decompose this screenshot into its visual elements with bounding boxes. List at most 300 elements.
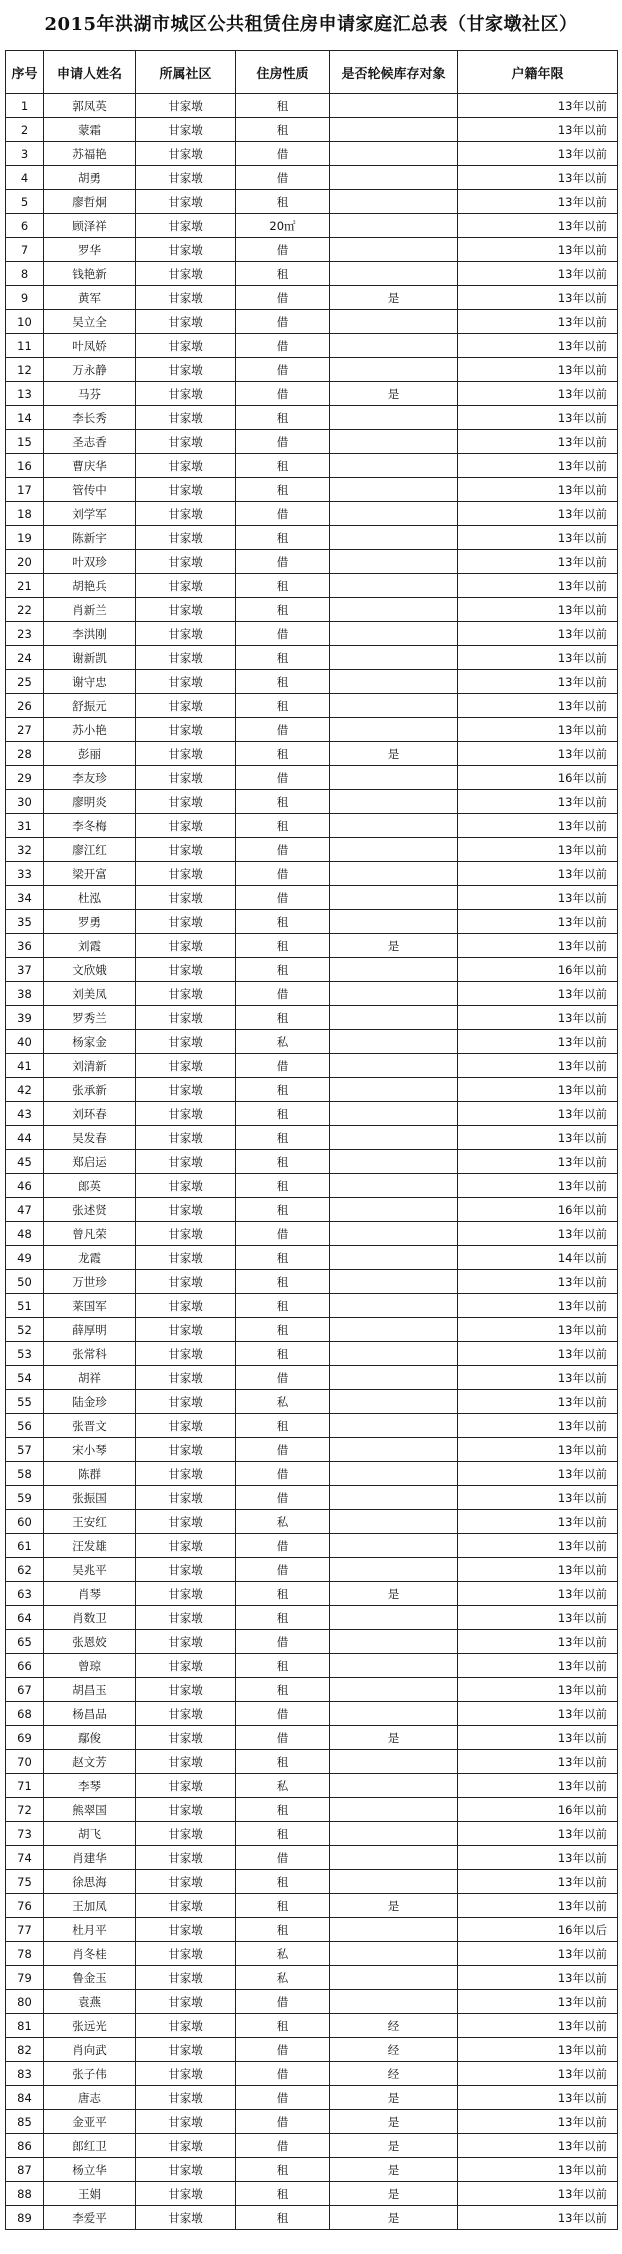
cell-community: 甘家墩 bbox=[136, 454, 236, 478]
cell-serial: 49 bbox=[6, 1246, 44, 1270]
table-row bbox=[6, 1798, 618, 1822]
table-row bbox=[6, 406, 618, 430]
cell-housing-type: 租 bbox=[236, 526, 330, 550]
table-row bbox=[6, 1942, 618, 1966]
table-row bbox=[6, 2158, 618, 2182]
table-row bbox=[6, 1870, 618, 1894]
cell-waitlist-status bbox=[330, 526, 458, 550]
cell-serial: 2 bbox=[6, 118, 44, 142]
cell-housing-type: 借 bbox=[236, 886, 330, 910]
cell-serial: 63 bbox=[6, 1582, 44, 1606]
cell-waitlist-status bbox=[330, 790, 458, 814]
cell-waitlist-status bbox=[330, 1846, 458, 1870]
cell-waitlist-status bbox=[330, 1462, 458, 1486]
cell-applicant-name: 刘霞 bbox=[44, 934, 136, 958]
cell-residency-years: 13年以前 bbox=[458, 1654, 618, 1678]
cell-waitlist-status bbox=[330, 646, 458, 670]
cell-housing-type: 借 bbox=[236, 1726, 330, 1750]
cell-waitlist-status bbox=[330, 454, 458, 478]
cell-applicant-name: 钱艳新 bbox=[44, 262, 136, 286]
cell-waitlist-status bbox=[330, 1870, 458, 1894]
cell-housing-type: 借 bbox=[236, 310, 330, 334]
cell-waitlist-status: 是 bbox=[330, 1582, 458, 1606]
cell-community: 甘家墩 bbox=[136, 790, 236, 814]
cell-applicant-name: 刘清新 bbox=[44, 1054, 136, 1078]
table-row bbox=[6, 2014, 618, 2038]
cell-waitlist-status bbox=[330, 1318, 458, 1342]
cell-residency-years: 13年以前 bbox=[458, 1438, 618, 1462]
cell-serial: 73 bbox=[6, 1822, 44, 1846]
cell-waitlist-status bbox=[330, 238, 458, 262]
cell-housing-type: 私 bbox=[236, 1030, 330, 1054]
cell-serial: 77 bbox=[6, 1918, 44, 1942]
table-row bbox=[6, 190, 618, 214]
cell-waitlist-status: 是 bbox=[330, 934, 458, 958]
cell-residency-years: 13年以前 bbox=[458, 694, 618, 718]
table-row bbox=[6, 1366, 618, 1390]
cell-residency-years: 13年以前 bbox=[458, 1534, 618, 1558]
cell-residency-years: 13年以前 bbox=[458, 598, 618, 622]
table-row bbox=[6, 550, 618, 574]
cell-residency-years: 13年以前 bbox=[458, 1006, 618, 1030]
cell-housing-type: 借 bbox=[236, 862, 330, 886]
cell-waitlist-status bbox=[330, 262, 458, 286]
table-row bbox=[6, 1318, 618, 1342]
cell-community: 甘家墩 bbox=[136, 526, 236, 550]
cell-applicant-name: 郑启运 bbox=[44, 1150, 136, 1174]
cell-serial: 67 bbox=[6, 1678, 44, 1702]
cell-applicant-name: 肖琴 bbox=[44, 1582, 136, 1606]
cell-serial: 68 bbox=[6, 1702, 44, 1726]
cell-waitlist-status bbox=[330, 1390, 458, 1414]
cell-community: 甘家墩 bbox=[136, 1462, 236, 1486]
table-row bbox=[6, 1678, 618, 1702]
cell-waitlist-status bbox=[330, 1558, 458, 1582]
table-row bbox=[6, 118, 618, 142]
cell-residency-years: 13年以前 bbox=[458, 1030, 618, 1054]
table-row bbox=[6, 982, 618, 1006]
table-row bbox=[6, 1390, 618, 1414]
cell-residency-years: 13年以前 bbox=[458, 1366, 618, 1390]
table-row bbox=[6, 958, 618, 982]
cell-residency-years: 13年以前 bbox=[458, 262, 618, 286]
cell-applicant-name: 鄢俊 bbox=[44, 1726, 136, 1750]
cell-waitlist-status bbox=[330, 1030, 458, 1054]
cell-waitlist-status bbox=[330, 1702, 458, 1726]
cell-applicant-name: 张述贤 bbox=[44, 1198, 136, 1222]
cell-housing-type: 租 bbox=[236, 790, 330, 814]
cell-community: 甘家墩 bbox=[136, 1534, 236, 1558]
cell-serial: 1 bbox=[6, 94, 44, 118]
cell-housing-type: 借 bbox=[236, 1366, 330, 1390]
cell-applicant-name: 吴发春 bbox=[44, 1126, 136, 1150]
cell-applicant-name: 郭凤英 bbox=[44, 94, 136, 118]
cell-waitlist-status bbox=[330, 1606, 458, 1630]
cell-applicant-name: 杨家金 bbox=[44, 1030, 136, 1054]
cell-community: 甘家墩 bbox=[136, 1414, 236, 1438]
cell-waitlist-status bbox=[330, 1750, 458, 1774]
cell-applicant-name: 杜泓 bbox=[44, 886, 136, 910]
cell-waitlist-status bbox=[330, 862, 458, 886]
cell-applicant-name: 胡祥 bbox=[44, 1366, 136, 1390]
table-row bbox=[6, 1654, 618, 1678]
cell-serial: 43 bbox=[6, 1102, 44, 1126]
cell-applicant-name: 万世珍 bbox=[44, 1270, 136, 1294]
cell-residency-years: 13年以前 bbox=[458, 1726, 618, 1750]
cell-community: 甘家墩 bbox=[136, 2110, 236, 2134]
cell-applicant-name: 刘环春 bbox=[44, 1102, 136, 1126]
cell-serial: 8 bbox=[6, 262, 44, 286]
cell-serial: 5 bbox=[6, 190, 44, 214]
cell-applicant-name: 黄军 bbox=[44, 286, 136, 310]
table-row bbox=[6, 910, 618, 934]
table-row bbox=[6, 1918, 618, 1942]
cell-serial: 37 bbox=[6, 958, 44, 982]
cell-community: 甘家墩 bbox=[136, 1558, 236, 1582]
cell-community: 甘家墩 bbox=[136, 1174, 236, 1198]
cell-residency-years: 13年以前 bbox=[458, 1990, 618, 2014]
cell-applicant-name: 肖新兰 bbox=[44, 598, 136, 622]
cell-residency-years: 13年以前 bbox=[458, 2086, 618, 2110]
cell-waitlist-status bbox=[330, 478, 458, 502]
cell-waitlist-status bbox=[330, 622, 458, 646]
table-row bbox=[6, 1990, 618, 2014]
cell-serial: 42 bbox=[6, 1078, 44, 1102]
page-title: 2015年洪湖市城区公共租赁住房申请家庭汇总表（甘家墩社区） bbox=[44, 14, 578, 35]
cell-community: 甘家墩 bbox=[136, 214, 236, 238]
cell-serial: 69 bbox=[6, 1726, 44, 1750]
cell-serial: 70 bbox=[6, 1750, 44, 1774]
cell-residency-years: 13年以前 bbox=[458, 1102, 618, 1126]
cell-applicant-name: 李友珍 bbox=[44, 766, 136, 790]
cell-waitlist-status bbox=[330, 1270, 458, 1294]
col-header-housing-type: 住房性质 bbox=[236, 51, 330, 94]
cell-housing-type: 借 bbox=[236, 2086, 330, 2110]
table-row bbox=[6, 334, 618, 358]
cell-housing-type: 借 bbox=[236, 1486, 330, 1510]
cell-residency-years: 13年以前 bbox=[458, 478, 618, 502]
cell-serial: 75 bbox=[6, 1870, 44, 1894]
cell-residency-years: 13年以前 bbox=[458, 1558, 618, 1582]
cell-housing-type: 借 bbox=[236, 982, 330, 1006]
cell-residency-years: 13年以前 bbox=[458, 430, 618, 454]
cell-serial: 16 bbox=[6, 454, 44, 478]
cell-residency-years: 13年以前 bbox=[458, 1630, 618, 1654]
cell-serial: 81 bbox=[6, 2014, 44, 2038]
cell-applicant-name: 龙霞 bbox=[44, 1246, 136, 1270]
table-row bbox=[6, 262, 618, 286]
cell-residency-years: 13年以前 bbox=[458, 2110, 618, 2134]
cell-residency-years: 13年以前 bbox=[458, 1078, 618, 1102]
cell-community: 甘家墩 bbox=[136, 1894, 236, 1918]
cell-serial: 15 bbox=[6, 430, 44, 454]
col-header-community: 所属社区 bbox=[136, 51, 236, 94]
table-row bbox=[6, 886, 618, 910]
cell-housing-type: 借 bbox=[236, 2110, 330, 2134]
cell-community: 甘家墩 bbox=[136, 1486, 236, 1510]
table-row bbox=[6, 2086, 618, 2110]
cell-community: 甘家墩 bbox=[136, 310, 236, 334]
cell-community: 甘家墩 bbox=[136, 1366, 236, 1390]
table-row bbox=[6, 166, 618, 190]
cell-residency-years: 13年以前 bbox=[458, 2038, 618, 2062]
cell-residency-years: 13年以前 bbox=[458, 1678, 618, 1702]
cell-applicant-name: 罗勇 bbox=[44, 910, 136, 934]
cell-applicant-name: 胡艳兵 bbox=[44, 574, 136, 598]
cell-waitlist-status bbox=[330, 1630, 458, 1654]
cell-community: 甘家墩 bbox=[136, 1054, 236, 1078]
cell-housing-type: 租 bbox=[236, 1006, 330, 1030]
cell-community: 甘家墩 bbox=[136, 2014, 236, 2038]
cell-residency-years: 13年以前 bbox=[458, 2182, 618, 2206]
table-row bbox=[6, 2206, 618, 2230]
cell-applicant-name: 廖明炎 bbox=[44, 790, 136, 814]
cell-residency-years: 13年以前 bbox=[458, 358, 618, 382]
cell-applicant-name: 罗华 bbox=[44, 238, 136, 262]
cell-housing-type: 借 bbox=[236, 766, 330, 790]
cell-applicant-name: 杨立华 bbox=[44, 2158, 136, 2182]
cell-residency-years: 13年以前 bbox=[458, 934, 618, 958]
cell-applicant-name: 胡勇 bbox=[44, 166, 136, 190]
table-row bbox=[6, 1822, 618, 1846]
cell-community: 甘家墩 bbox=[136, 1774, 236, 1798]
header-row bbox=[6, 51, 618, 94]
cell-waitlist-status bbox=[330, 1966, 458, 1990]
table-row bbox=[6, 598, 618, 622]
cell-serial: 51 bbox=[6, 1294, 44, 1318]
cell-waitlist-status: 是 bbox=[330, 2086, 458, 2110]
cell-residency-years: 13年以前 bbox=[458, 622, 618, 646]
cell-applicant-name: 李长秀 bbox=[44, 406, 136, 430]
cell-waitlist-status bbox=[330, 1294, 458, 1318]
cell-waitlist-status bbox=[330, 1534, 458, 1558]
cell-serial: 87 bbox=[6, 2158, 44, 2182]
cell-residency-years: 13年以前 bbox=[458, 1582, 618, 1606]
cell-housing-type: 租 bbox=[236, 742, 330, 766]
cell-waitlist-status bbox=[330, 166, 458, 190]
cell-residency-years: 13年以前 bbox=[458, 1222, 618, 1246]
cell-waitlist-status bbox=[330, 94, 458, 118]
cell-community: 甘家墩 bbox=[136, 2086, 236, 2110]
cell-serial: 20 bbox=[6, 550, 44, 574]
cell-waitlist-status bbox=[330, 502, 458, 526]
cell-waitlist-status bbox=[330, 1822, 458, 1846]
cell-community: 甘家墩 bbox=[136, 982, 236, 1006]
cell-waitlist-status bbox=[330, 1942, 458, 1966]
cell-serial: 57 bbox=[6, 1438, 44, 1462]
cell-applicant-name: 郎英 bbox=[44, 1174, 136, 1198]
table-row bbox=[6, 2182, 618, 2206]
table-row bbox=[6, 1150, 618, 1174]
cell-applicant-name: 熊翠国 bbox=[44, 1798, 136, 1822]
cell-applicant-name: 圣志香 bbox=[44, 430, 136, 454]
cell-residency-years: 13年以前 bbox=[458, 1870, 618, 1894]
col-header-waitlist-status: 是否轮候库存对象 bbox=[330, 51, 458, 94]
cell-housing-type: 20㎡ bbox=[236, 214, 330, 238]
cell-serial: 41 bbox=[6, 1054, 44, 1078]
cell-waitlist-status bbox=[330, 598, 458, 622]
cell-serial: 23 bbox=[6, 622, 44, 646]
table-row bbox=[6, 142, 618, 166]
table-row bbox=[6, 358, 618, 382]
cell-applicant-name: 刘美凤 bbox=[44, 982, 136, 1006]
cell-applicant-name: 廖哲炯 bbox=[44, 190, 136, 214]
cell-applicant-name: 吴立全 bbox=[44, 310, 136, 334]
cell-community: 甘家墩 bbox=[136, 598, 236, 622]
cell-waitlist-status bbox=[330, 1798, 458, 1822]
cell-waitlist-status: 是 bbox=[330, 2134, 458, 2158]
cell-community: 甘家墩 bbox=[136, 1150, 236, 1174]
cell-housing-type: 租 bbox=[236, 1078, 330, 1102]
table-row bbox=[6, 1774, 618, 1798]
cell-housing-type: 租 bbox=[236, 1294, 330, 1318]
cell-waitlist-status bbox=[330, 334, 458, 358]
cell-community: 甘家墩 bbox=[136, 406, 236, 430]
cell-community: 甘家墩 bbox=[136, 118, 236, 142]
cell-applicant-name: 胡飞 bbox=[44, 1822, 136, 1846]
cell-community: 甘家墩 bbox=[136, 550, 236, 574]
cell-community: 甘家墩 bbox=[136, 262, 236, 286]
cell-applicant-name: 陆金珍 bbox=[44, 1390, 136, 1414]
cell-serial: 79 bbox=[6, 1966, 44, 1990]
cell-serial: 29 bbox=[6, 766, 44, 790]
cell-waitlist-status: 是 bbox=[330, 2110, 458, 2134]
table-row bbox=[6, 94, 618, 118]
cell-housing-type: 借 bbox=[236, 142, 330, 166]
cell-community: 甘家墩 bbox=[136, 1630, 236, 1654]
cell-residency-years: 13年以前 bbox=[458, 1126, 618, 1150]
cell-applicant-name: 唐志 bbox=[44, 2086, 136, 2110]
cell-waitlist-status bbox=[330, 1126, 458, 1150]
cell-waitlist-status bbox=[330, 1102, 458, 1126]
cell-residency-years: 13年以前 bbox=[458, 982, 618, 1006]
cell-community: 甘家墩 bbox=[136, 2038, 236, 2062]
cell-waitlist-status bbox=[330, 574, 458, 598]
table-row bbox=[6, 1486, 618, 1510]
cell-residency-years: 13年以前 bbox=[458, 742, 618, 766]
cell-residency-years: 16年以前 bbox=[458, 1798, 618, 1822]
cell-housing-type: 租 bbox=[236, 1342, 330, 1366]
cell-applicant-name: 蒙霜 bbox=[44, 118, 136, 142]
cell-waitlist-status bbox=[330, 1006, 458, 1030]
cell-serial: 38 bbox=[6, 982, 44, 1006]
cell-applicant-name: 袁燕 bbox=[44, 1990, 136, 2014]
cell-applicant-name: 罗秀兰 bbox=[44, 1006, 136, 1030]
cell-applicant-name: 谢守忠 bbox=[44, 670, 136, 694]
cell-applicant-name: 张振国 bbox=[44, 1486, 136, 1510]
cell-applicant-name: 陈群 bbox=[44, 1462, 136, 1486]
table-row bbox=[6, 646, 618, 670]
cell-serial: 34 bbox=[6, 886, 44, 910]
cell-applicant-name: 汪发雄 bbox=[44, 1534, 136, 1558]
cell-housing-type: 私 bbox=[236, 1390, 330, 1414]
cell-serial: 36 bbox=[6, 934, 44, 958]
cell-waitlist-status bbox=[330, 886, 458, 910]
cell-community: 甘家墩 bbox=[136, 358, 236, 382]
applicant-table bbox=[5, 50, 618, 2230]
cell-residency-years: 13年以前 bbox=[458, 310, 618, 334]
cell-community: 甘家墩 bbox=[136, 1654, 236, 1678]
cell-applicant-name: 曹庆华 bbox=[44, 454, 136, 478]
cell-applicant-name: 肖建华 bbox=[44, 1846, 136, 1870]
cell-waitlist-status bbox=[330, 814, 458, 838]
cell-housing-type: 租 bbox=[236, 94, 330, 118]
cell-residency-years: 13年以前 bbox=[458, 1270, 618, 1294]
cell-serial: 74 bbox=[6, 1846, 44, 1870]
cell-housing-type: 借 bbox=[236, 622, 330, 646]
cell-waitlist-status: 是 bbox=[330, 742, 458, 766]
cell-community: 甘家墩 bbox=[136, 814, 236, 838]
cell-community: 甘家墩 bbox=[136, 502, 236, 526]
table-row bbox=[6, 286, 618, 310]
cell-applicant-name: 文欣娥 bbox=[44, 958, 136, 982]
cell-housing-type: 借 bbox=[236, 1702, 330, 1726]
cell-residency-years: 13年以前 bbox=[458, 142, 618, 166]
cell-community: 甘家墩 bbox=[136, 1006, 236, 1030]
cell-community: 甘家墩 bbox=[136, 238, 236, 262]
cell-residency-years: 13年以前 bbox=[458, 1486, 618, 1510]
table-row bbox=[6, 2038, 618, 2062]
cell-waitlist-status bbox=[330, 1078, 458, 1102]
table-row bbox=[6, 2134, 618, 2158]
cell-serial: 88 bbox=[6, 2182, 44, 2206]
cell-applicant-name: 张恩姣 bbox=[44, 1630, 136, 1654]
cell-community: 甘家墩 bbox=[136, 1942, 236, 1966]
cell-residency-years: 13年以前 bbox=[458, 1294, 618, 1318]
cell-housing-type: 租 bbox=[236, 190, 330, 214]
table-row bbox=[6, 454, 618, 478]
cell-community: 甘家墩 bbox=[136, 94, 236, 118]
table-row bbox=[6, 1894, 618, 1918]
cell-housing-type: 租 bbox=[236, 1318, 330, 1342]
table-row bbox=[6, 310, 618, 334]
cell-applicant-name: 杜月平 bbox=[44, 1918, 136, 1942]
cell-applicant-name: 曾琼 bbox=[44, 1654, 136, 1678]
cell-waitlist-status bbox=[330, 694, 458, 718]
cell-serial: 66 bbox=[6, 1654, 44, 1678]
table-row bbox=[6, 1846, 618, 1870]
cell-serial: 61 bbox=[6, 1534, 44, 1558]
cell-serial: 60 bbox=[6, 1510, 44, 1534]
table-row bbox=[6, 502, 618, 526]
col-header-applicant-name: 申请人姓名 bbox=[44, 51, 136, 94]
cell-housing-type: 借 bbox=[236, 238, 330, 262]
cell-community: 甘家墩 bbox=[136, 694, 236, 718]
cell-residency-years: 13年以前 bbox=[458, 2014, 618, 2038]
cell-residency-years: 13年以前 bbox=[458, 838, 618, 862]
cell-applicant-name: 李冬梅 bbox=[44, 814, 136, 838]
cell-applicant-name: 梁开富 bbox=[44, 862, 136, 886]
cell-serial: 53 bbox=[6, 1342, 44, 1366]
cell-residency-years: 13年以前 bbox=[458, 214, 618, 238]
cell-serial: 82 bbox=[6, 2038, 44, 2062]
table-row bbox=[6, 1342, 618, 1366]
cell-waitlist-status: 经 bbox=[330, 2062, 458, 2086]
table-row bbox=[6, 1006, 618, 1030]
cell-housing-type: 借 bbox=[236, 166, 330, 190]
cell-residency-years: 13年以前 bbox=[458, 94, 618, 118]
cell-housing-type: 借 bbox=[236, 1846, 330, 1870]
cell-community: 甘家墩 bbox=[136, 838, 236, 862]
cell-residency-years: 13年以前 bbox=[458, 190, 618, 214]
cell-waitlist-status bbox=[330, 142, 458, 166]
table-row bbox=[6, 766, 618, 790]
cell-waitlist-status bbox=[330, 1918, 458, 1942]
table-row bbox=[6, 1078, 618, 1102]
cell-housing-type: 借 bbox=[236, 1054, 330, 1078]
cell-serial: 58 bbox=[6, 1462, 44, 1486]
table-row bbox=[6, 1414, 618, 1438]
